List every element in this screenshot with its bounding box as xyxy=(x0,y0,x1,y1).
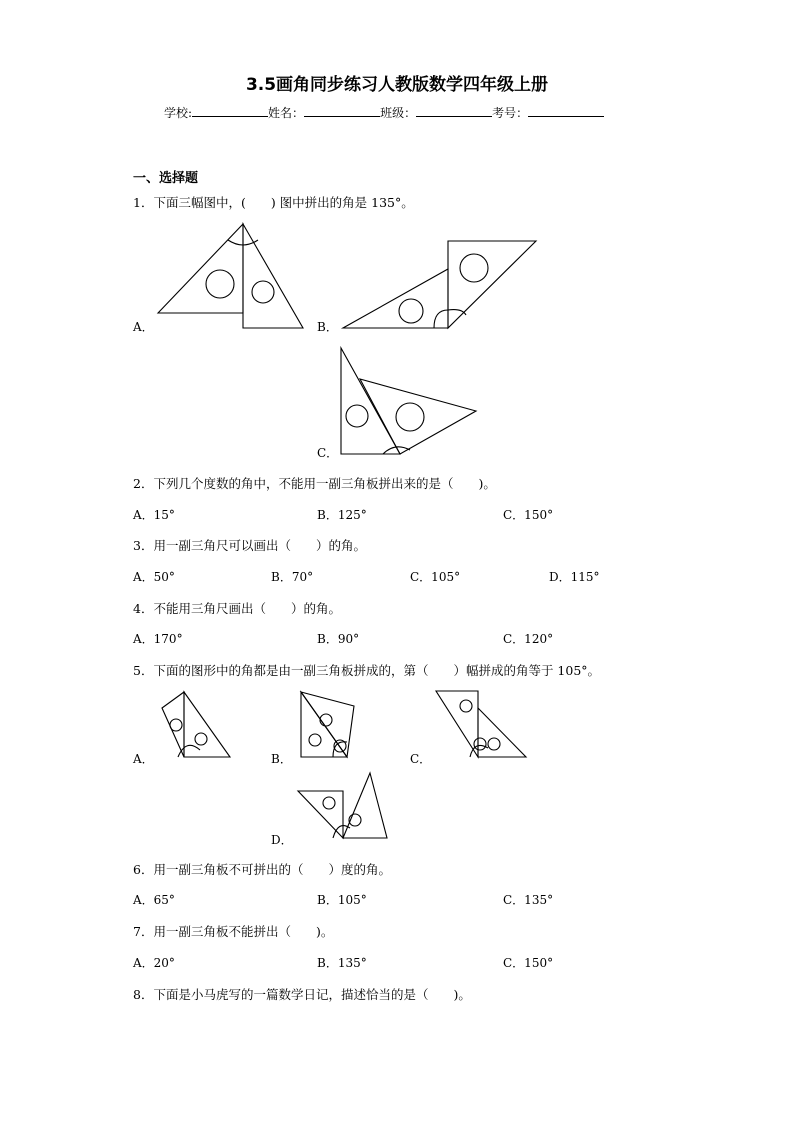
school-label: 学校: xyxy=(164,106,193,120)
question-1: 1．下面三幅图中，( ) 图中拼出的角是 135°。 xyxy=(133,195,414,210)
q6-option-b[interactable]: B．105° xyxy=(317,893,367,907)
q1-option-c[interactable]: C． xyxy=(317,446,339,460)
q2-option-c[interactable]: C．150° xyxy=(503,508,554,522)
q5-option-d[interactable]: D． xyxy=(271,833,293,847)
q7-option-c[interactable]: C．150° xyxy=(503,956,554,970)
q6-option-a[interactable]: A．65° xyxy=(133,893,175,907)
q7-option-b[interactable]: B．135° xyxy=(317,956,367,970)
question-7: 7．用一副三角板不能拼出（ )。 xyxy=(133,924,334,939)
q5-figure-c xyxy=(436,691,526,757)
question-5: 5．下面的图形中的角都是由一副三角板拼成的，第（ ）幅拼成的角等于 105°。 xyxy=(133,663,601,678)
q5-figure-a xyxy=(162,692,230,757)
q7-option-a[interactable]: A．20° xyxy=(133,956,175,970)
q5-option-c[interactable]: C． xyxy=(410,752,432,766)
exam-no-label: 考号： xyxy=(492,106,529,120)
class-label: 班级： xyxy=(380,106,417,120)
q5-figure-b xyxy=(301,692,354,757)
q3-option-c[interactable]: C．105° xyxy=(410,570,461,584)
question-8: 8．下面是小马虎写的一篇数学日记，描述恰当的是（ )。 xyxy=(133,987,471,1002)
q4-option-b[interactable]: B．90° xyxy=(317,632,360,646)
q5-option-b[interactable]: B． xyxy=(271,752,292,766)
q2-option-a[interactable]: A．15° xyxy=(133,508,175,522)
question-2: 2．下列几个度数的角中，不能用一副三角板拼出来的是（ )。 xyxy=(133,476,496,491)
question-4: 4．不能用三角尺画出（ ）的角。 xyxy=(133,601,341,616)
q3-option-b[interactable]: B．70° xyxy=(271,570,314,584)
name-label: 姓名： xyxy=(268,106,305,120)
q1-option-a[interactable]: A． xyxy=(133,320,154,334)
q5-figure-d xyxy=(298,773,387,838)
page-title: 3.5画角同步练习人教版数学四年级上册 xyxy=(245,75,549,95)
q3-option-d[interactable]: D．115° xyxy=(549,570,600,584)
q6-option-c[interactable]: C．135° xyxy=(503,893,554,907)
q5-option-a[interactable]: A． xyxy=(133,752,154,766)
question-3: 3．用一副三角尺可以画出（ ）的角。 xyxy=(133,538,366,553)
q3-option-a[interactable]: A．50° xyxy=(133,570,175,584)
q4-option-a[interactable]: A．170° xyxy=(133,632,183,646)
q1-option-b[interactable]: B． xyxy=(317,320,338,334)
section-heading: 一、选择题 xyxy=(133,171,199,186)
q4-option-c[interactable]: C．120° xyxy=(503,632,554,646)
q2-option-b[interactable]: B．125° xyxy=(317,508,367,522)
question-6: 6．用一副三角板不可拼出的（ ）度的角。 xyxy=(133,862,391,877)
